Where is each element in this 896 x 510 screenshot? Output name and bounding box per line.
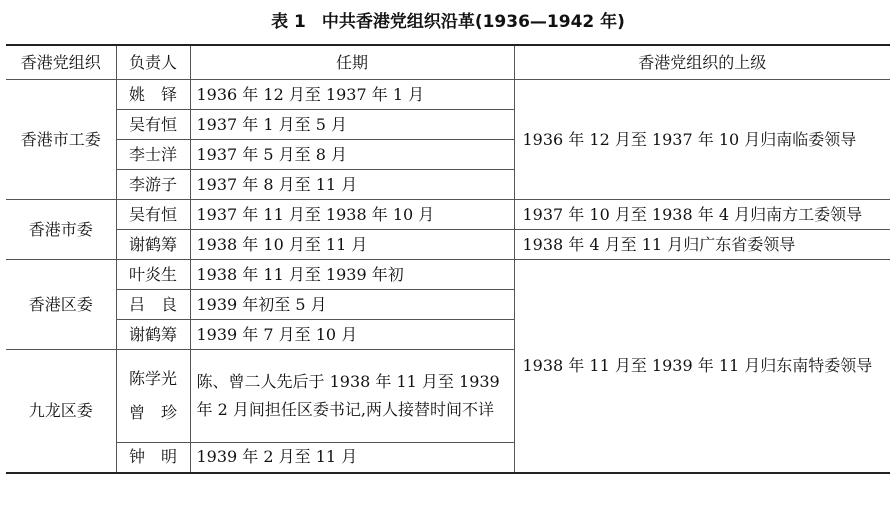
table-row: [6, 260, 890, 290]
header-org: 香港党组织: [6, 45, 116, 80]
term-cell: 1937 年 1 月至 5 月: [190, 110, 514, 140]
table-title: 中共香港党组织沿革(1936—1942 年): [321, 12, 625, 32]
table-row: [6, 80, 890, 110]
table-number: 表 1: [271, 12, 306, 32]
superior-cell: 1938 年 11 月至 1939 年 11 月归东南特委领导: [514, 260, 890, 473]
term-cell: 1939 年 7 月至 10 月: [190, 320, 514, 350]
person-cell: 李游子: [116, 170, 190, 200]
term-cell: 1937 年 5 月至 8 月: [190, 140, 514, 170]
term-cell: 1936 年 12 月至 1937 年 1 月: [190, 80, 514, 110]
person-cell: 叶炎生: [116, 260, 190, 290]
table-row: [6, 200, 890, 230]
superior-cell: 1937 年 10 月至 1938 年 4 月归南方工委领导: [514, 200, 890, 230]
table-row: [6, 230, 890, 260]
org-cell: 香港市工委: [6, 80, 116, 200]
term-cell: 陈、曾二人先后于 1938 年 11 月至 1939 年 2 月间担任区委书记,两人接替时间不详: [190, 350, 514, 443]
person-name: 陈学光: [128, 369, 177, 388]
header-person: 负责人: [116, 45, 190, 80]
org-cell: 九龙区委: [6, 350, 116, 473]
superior-cell: 1936 年 12 月至 1937 年 10 月归南临委领导: [514, 80, 890, 200]
header-term: 任期: [190, 45, 514, 80]
superior-cell: 1938 年 4 月至 11 月归广东省委领导: [514, 230, 890, 260]
person-name: 曾 珍: [128, 403, 177, 422]
table-caption: [0, 0, 896, 44]
person-cell: 谢鹤筹: [116, 320, 190, 350]
person-cell: 钟 明: [116, 443, 190, 473]
org-cell: 香港市委: [6, 200, 116, 260]
person-cell: 李士洋: [116, 140, 190, 170]
header-row: [6, 45, 890, 80]
term-cell: 1938 年 10 月至 11 月: [190, 230, 514, 260]
term-cell: 1939 年 2 月至 11 月: [190, 443, 514, 473]
term-cell: 1938 年 11 月至 1939 年初: [190, 260, 514, 290]
person-cell: 吴有恒: [116, 200, 190, 230]
person-cell: 吴有恒: [116, 110, 190, 140]
person-cell: [116, 350, 190, 443]
person-cell: 谢鹤筹: [116, 230, 190, 260]
term-cell: 1937 年 8 月至 11 月: [190, 170, 514, 200]
header-superior: 香港党组织的上级: [514, 45, 890, 80]
history-table: [6, 44, 890, 474]
person-cell: 吕 良: [116, 290, 190, 320]
term-cell: 1937 年 11 月至 1938 年 10 月: [190, 200, 514, 230]
org-cell: 香港区委: [6, 260, 116, 350]
person-cell: 姚 铎: [116, 80, 190, 110]
term-cell: 1939 年初至 5 月: [190, 290, 514, 320]
